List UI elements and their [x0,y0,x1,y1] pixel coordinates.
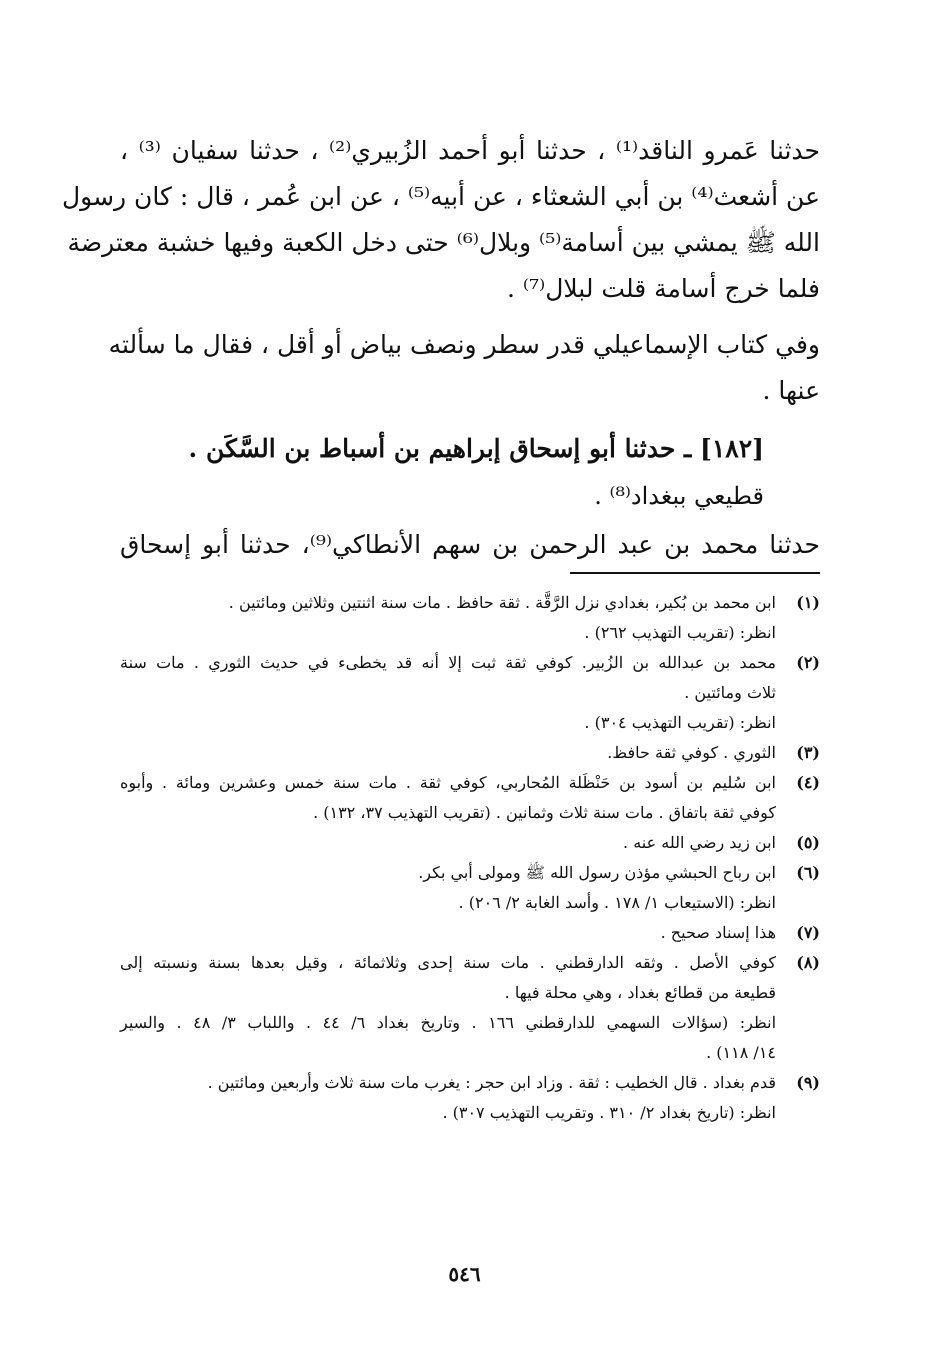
page-number: ٥٤٦ [448,1262,481,1286]
footnote-text: ابن زيد رضي الله عنه . [623,833,776,852]
footnote [120,588,820,648]
footnote-number: (٤) [796,773,820,792]
footnote-number: (٥) [796,833,820,852]
page-content [62,128,821,1128]
footnotes [120,588,820,1128]
footnote [120,648,820,738]
footnote-text: انظر: (الاستيعاب ١/ ١٧٨ . وأسد الغابة ٢/ ٢٠٦) . [458,893,776,912]
section-heading: [١٨٢] ـ حدثنا أبو إسحاق إبراهيم بن أسباط بن السَّكَن . [188,434,764,463]
footnote-text: انظر: (تقريب التهذيب ٢٦٢) . [584,623,776,642]
footnote-text: ابن رباح الحبشي مؤذن رسول الله ﷺ ومولى أبي بكر. [418,863,776,882]
body-line: عنها . [762,376,820,405]
footnote-number: (٣) [796,743,820,762]
footnote-text: محمد بن عبدالله بن الزُبير. كوفي ثقة ثبت إلا أنه قد يخطىء في حديث الثوري . مات سنة [120,653,776,672]
body-line: فلما خرج أسامة قلت لبلال⁽⁷⁾ . [506,274,820,303]
body-line: الله ﷺ يمشي بين أسامة⁽⁵⁾ وبلال⁽⁶⁾ حتى دخل الكعبة وفيها خشبة معترضة [67,228,820,257]
footnote-number: (٨) [796,953,820,972]
footnote-text: قطيعة من قطائع بغداد ، وهي محلة فيها . [504,983,776,1002]
footnote-text: كوفي ثقة باتفاق . مات سنة ثلاث وثمانين . (تقريب التهذيب ٣٧، ١٣٢) . [313,803,776,822]
footnote [120,738,820,768]
footnote-separator [120,568,820,588]
footnote-number: (٢) [796,653,820,672]
footnote-text: انظر: (تقريب التهذيب ٣٠٤) . [584,713,776,732]
footnote-text: ابن محمد بن بُكير، بغدادي نزل الرَّقَّة . ثقة حافظ . مات سنة اثنتين وثلاثين ومائتين . [228,593,776,612]
footnote-text: انظر: (سؤالات السهمي للدارقطني ١٦٦ . وتاريخ بغداد ٦/ ٤٤ . واللباب ٣/ ٤٨ . والسير [120,1013,777,1032]
footnote-number: (٦) [796,863,820,882]
footnote-number: (٧) [796,923,820,942]
body-line: وفي كتاب الإسماعيلي قدر سطر ونصف بياض أو أقل ، فقال ما سألته [108,330,820,359]
body-line: حدثنا عَمرو الناقد⁽¹⁾ ، حدثنا أبو أحمد الزُبيري⁽²⁾ ، حدثنا سفيان ⁽³⁾ ، [120,136,821,165]
footnote [120,1068,820,1128]
footnote [120,948,820,1068]
body-line: حدثنا محمد بن عبد الرحمن بن سهم الأنطاكي⁽⁹⁾، حدثنا أبو إسحاق [120,530,821,559]
footnote [120,828,820,858]
footnote-text: كوفي الأصل . وثقه الدارقطني . مات سنة إحدى وثلاثمائة ، وقيل بعدها بسنة ونسبته إلى [120,953,776,972]
footnote [120,768,820,828]
body-line: عن أشعث⁽⁴⁾ بن أبي الشعثاء ، عن أبيه⁽⁵⁾ ، عن ابن عُمر ، قال : كان رسول [62,182,820,211]
footnote-number: (٩) [796,1073,820,1092]
paragraph-1 [62,128,821,312]
footnote [120,858,820,918]
footnote-text: هذا إسناد صحيح . [660,923,776,942]
footnote [120,918,820,948]
footnote-text: ١٤/ ١١٨) . [706,1043,776,1062]
footnote-number: (١) [796,593,820,612]
paragraph-2 [108,322,820,414]
footnote-text: قدم بغداد . قال الخطيب : ثقة . وزاد ابن حجر : يغرب مات سنة ثلاث وأربعين ومائتين . [207,1073,776,1092]
footnote-text: الثوري . كوفي ثقة حافظ. [607,743,776,762]
footnote-text: ابن سُليم بن أسود بن حَنْظَلة المُحاربي، كوفي ثقة . مات سنة خمس وعشرين ومائة . وأبوه [120,773,776,792]
footnote-text: ثلاث ومائتين . [684,683,776,702]
section-subheading: قطيعي ببغداد⁽⁸⁾ . [594,482,764,510]
footnote-text: انظر: (تاريخ بغداد ٢/ ٣١٠ . وتقريب التهذيب ٣٠٧) . [442,1103,776,1122]
